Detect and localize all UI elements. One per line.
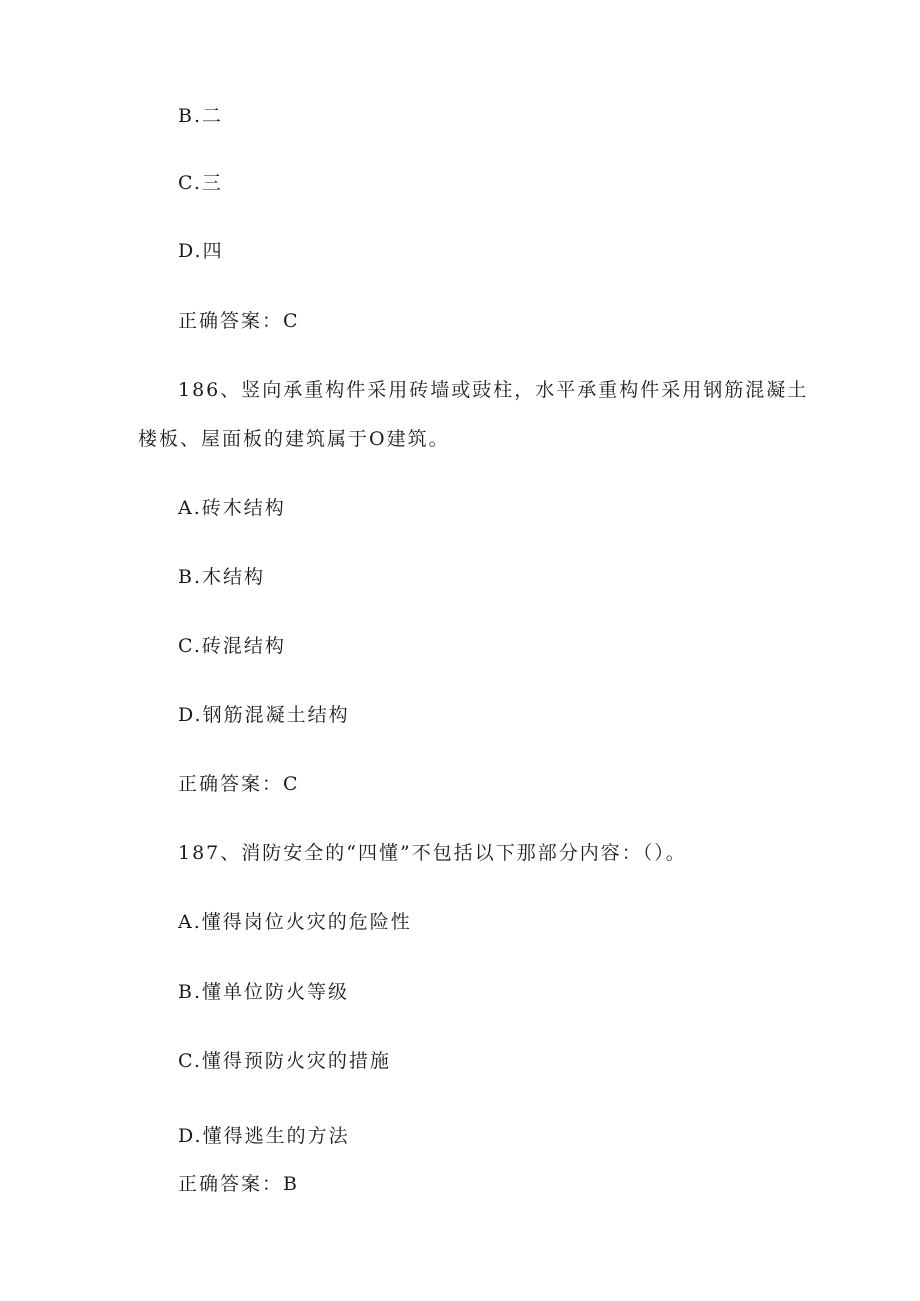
q186-option-d: D.钢筋混凝土结构 (178, 704, 350, 726)
q186-stem-line2: 楼板、屋面板的建筑属于O建筑。 (138, 428, 450, 450)
q185-option-b: B.二 (178, 105, 224, 127)
q187-option-a: A.懂得岗位火灾的危险性 (178, 911, 412, 933)
q185-option-d: D.四 (178, 240, 224, 262)
q186-option-a: A.砖木结构 (178, 497, 286, 519)
q185-option-c: C.三 (178, 172, 223, 194)
q186-stem-line1: 186、竖向承重构件采用砖墙或豉柱，水平承重构件采用钢筋混凝土 (178, 379, 809, 401)
q187-option-b: B.懂单位防火等级 (178, 981, 350, 1003)
q186-option-c: C.砖混结构 (178, 635, 286, 657)
q187-option-c: C.懂得预防火灾的措施 (178, 1050, 391, 1072)
q187-stem: 187、消防安全的“四懂”不包括以下那部分内容：（）。 (178, 842, 687, 864)
q186-option-b: B.木结构 (178, 566, 266, 588)
q185-answer: 正确答案：C (178, 310, 300, 332)
q187-answer: 正确答案：B (178, 1173, 299, 1195)
q186-answer: 正确答案：C (178, 773, 300, 795)
q187-option-d: D.懂得逃生的方法 (178, 1125, 350, 1147)
